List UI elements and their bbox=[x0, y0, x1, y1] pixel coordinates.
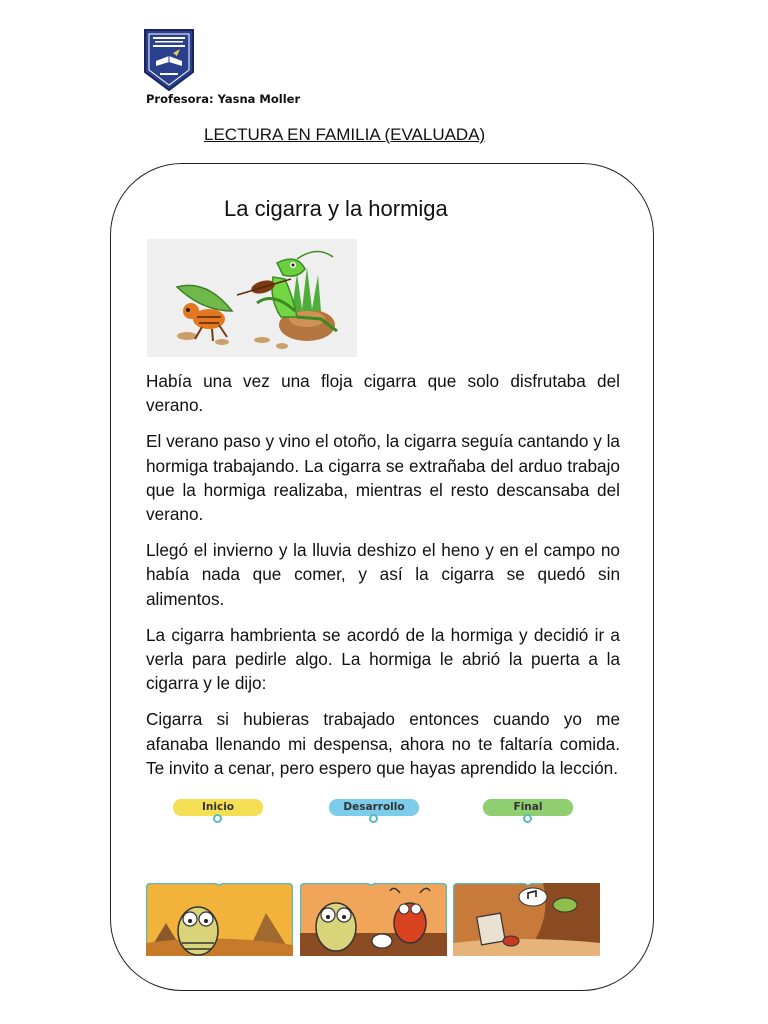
pin-icon bbox=[523, 814, 532, 823]
pin-icon bbox=[369, 814, 378, 823]
story-panel-desarrollo bbox=[300, 883, 447, 956]
stage-label-desarrollo bbox=[329, 799, 419, 816]
school-logo-crest bbox=[143, 28, 195, 92]
story-paragraph: Cigarra si hubieras trabajado entonces cuando yo me afanaba llenando mi despensa, ahora no te faltaría comida. Te invito a cenar, pero espero que hayas aprendido la lección. bbox=[146, 709, 620, 778]
story-paragraph: Llegó el invierno y la lluvia deshizo el heno y en el campo no había nada que comer, y así la cigarra se quedó sin alimentos. bbox=[146, 540, 620, 609]
cricket-and-ant-illustration bbox=[147, 239, 357, 357]
stage-text: Desarrollo bbox=[343, 801, 405, 813]
pin-icon bbox=[213, 814, 222, 823]
stage-text: Final bbox=[513, 801, 543, 813]
story-paragraph: Había una vez una floja cigarra que solo disfrutaba del verano. bbox=[146, 371, 620, 416]
stage-text: Inicio bbox=[201, 801, 235, 813]
document-title: LECTURA EN FAMILIA (EVALUADA) bbox=[204, 125, 486, 144]
teacher-name: Profesora: Yasna Moller bbox=[146, 92, 301, 106]
story-paragraph: La cigarra hambrienta se acordó de la hormiga y decidió ir a verla para pedirle algo. La hormiga le abrió la puerta a la cigarra y le dijo: bbox=[146, 624, 620, 694]
stage-label-final bbox=[483, 799, 573, 816]
story-panel-final bbox=[453, 883, 600, 956]
stage-label-inicio bbox=[173, 799, 263, 816]
story-title: La cigarra y la hormiga bbox=[224, 196, 448, 221]
story-paragraph: El verano paso y vino el otoño, la cigarra seguía cantando y la hormiga trabajando. La cigarra se extrañaba del arduo trabajo que la hormiga realizaba, mientras el resto descansaba del verano. bbox=[146, 431, 620, 525]
story-panel-inicio bbox=[146, 883, 293, 956]
story-body bbox=[146, 369, 620, 792]
